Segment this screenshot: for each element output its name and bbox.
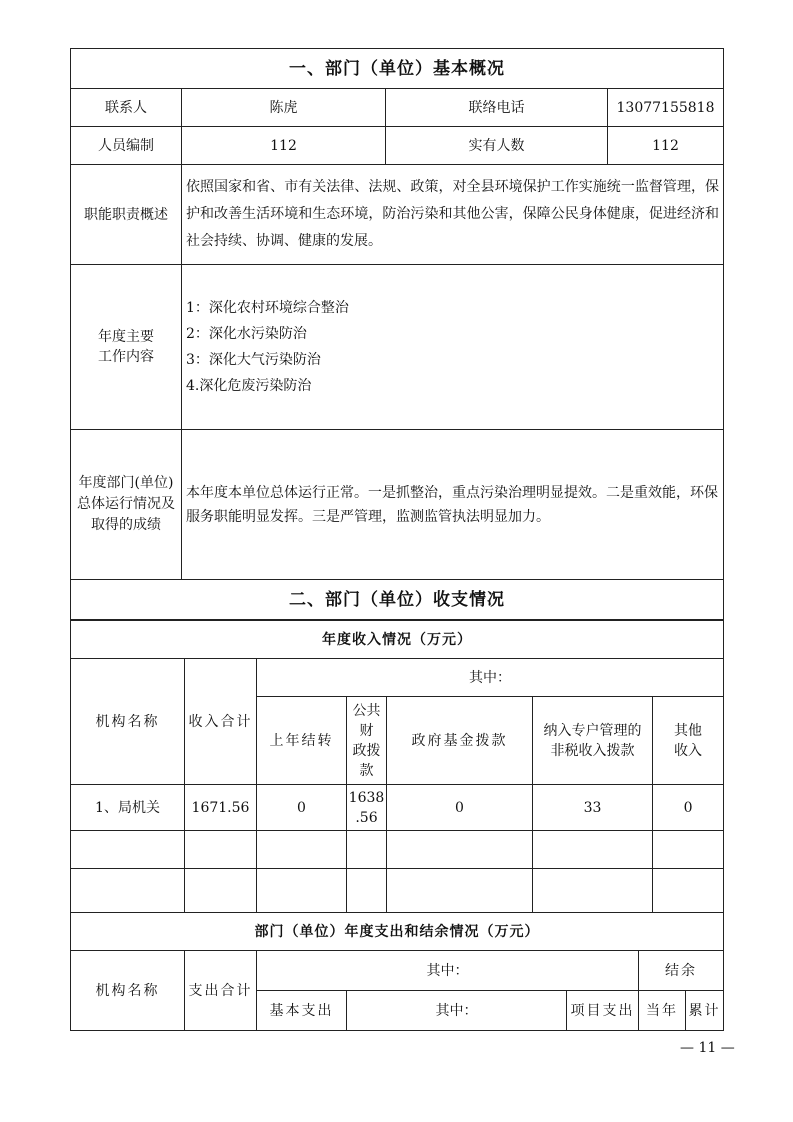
performance-label xyxy=(71,430,182,580)
work-item: 1：深化农村环境综合整治 xyxy=(186,300,349,316)
contact-label: 联系人 xyxy=(71,89,182,127)
table-row xyxy=(71,785,724,831)
other-line2: 收入 xyxy=(674,742,703,759)
fiscal-line: 政拨 xyxy=(352,742,381,759)
work-items xyxy=(182,265,724,430)
nontax-line2: 非税收入拨款 xyxy=(550,742,635,759)
expense-col-total: 支出合计 xyxy=(185,951,257,1031)
page-number: — 11 — xyxy=(680,1040,735,1056)
nontax-line1: 纳入专户管理的 xyxy=(543,722,642,739)
fiscal-line: 款 xyxy=(359,762,374,779)
income-col-other xyxy=(653,697,724,785)
section1-title: 一、部门（单位）基本概况 xyxy=(71,49,724,89)
fiscal-line: 公共 xyxy=(352,702,381,719)
fiscal-value-line2: .56 xyxy=(355,809,378,826)
income-row-carryover: 0 xyxy=(257,785,347,831)
income-col-among: 其中： xyxy=(257,659,724,697)
income-col-carryover: 上年结转 xyxy=(257,697,347,785)
phone-value: 13077155818 xyxy=(608,89,724,127)
income-row-fiscal xyxy=(347,785,387,831)
table-row xyxy=(71,869,724,913)
expense-col-project: 项目支出 xyxy=(567,991,639,1031)
performance-text: 本年度本单位总体运行正常。一是抓整治，重点污染治理明显提效。二是重效能，环保服务职能明显发挥。三是严管理，监测监管执法明显加力。 xyxy=(182,430,724,580)
expense-col-balance: 结余 xyxy=(639,951,724,991)
expense-col-cumulative: 累计 xyxy=(686,991,724,1031)
performance-label-line3: 取得的成绩 xyxy=(91,517,161,533)
fiscal-line: 财 xyxy=(359,722,374,739)
work-label-line1: 年度主要 xyxy=(98,329,154,345)
income-col-fund: 政府基金拨款 xyxy=(387,697,533,785)
expense-col-org: 机构名称 xyxy=(71,951,185,1031)
expense-col-basic: 基本支出 xyxy=(257,991,347,1031)
other-line1: 其他 xyxy=(674,722,703,739)
fiscal-value-line1: 1638 xyxy=(348,789,385,806)
phone-label: 联络电话 xyxy=(386,89,608,127)
performance-label-line1: 年度部门(单位) xyxy=(78,475,174,491)
income-row-fund: 0 xyxy=(387,785,533,831)
work-item: 4.深化危废污染防治 xyxy=(186,378,312,394)
duty-label: 职能职责概述 xyxy=(71,165,182,265)
expense-title: 部门（单位）年度支出和结余情况（万元） xyxy=(71,913,724,951)
income-col-fiscal xyxy=(347,697,387,785)
income-col-nontax xyxy=(533,697,653,785)
expense-table xyxy=(70,912,724,1031)
work-item: 3：深化大气污染防治 xyxy=(186,352,321,368)
work-label-line2: 工作内容 xyxy=(98,349,154,365)
basic-info-table xyxy=(70,48,724,620)
duty-text: 依照国家和省、市有关法律、法规、政策，对全县环境保护工作实施统一监督管理，保护和改善生活环境和生态环境，防治污染和其他公害，保障公民身体健康，促进经济和社会持续、协调、健康的发展。 xyxy=(182,165,724,265)
income-row-total: 1671.56 xyxy=(185,785,257,831)
staff-quota-label: 人员编制 xyxy=(71,127,182,165)
performance-label-line2: 总体运行情况及 xyxy=(77,496,175,512)
income-col-total: 收入合计 xyxy=(185,659,257,785)
expense-col-among: 其中： xyxy=(257,951,639,991)
work-label xyxy=(71,265,182,430)
expense-col-current: 当年 xyxy=(639,991,686,1031)
income-title: 年度收入情况（万元） xyxy=(71,621,724,659)
actual-staff-value: 112 xyxy=(608,127,724,165)
table-row xyxy=(71,831,724,869)
income-col-org: 机构名称 xyxy=(71,659,185,785)
section2-title: 二、部门（单位）收支情况 xyxy=(71,580,724,620)
work-item: 2：深化水污染防治 xyxy=(186,326,307,342)
contact-value: 陈虎 xyxy=(182,89,386,127)
staff-quota-value: 112 xyxy=(182,127,386,165)
income-row-org: 1、局机关 xyxy=(71,785,185,831)
income-row-nontax: 33 xyxy=(533,785,653,831)
expense-col-among2: 其中： xyxy=(347,991,567,1031)
actual-staff-label: 实有人数 xyxy=(386,127,608,165)
income-row-other: 0 xyxy=(653,785,724,831)
income-table xyxy=(70,620,724,913)
